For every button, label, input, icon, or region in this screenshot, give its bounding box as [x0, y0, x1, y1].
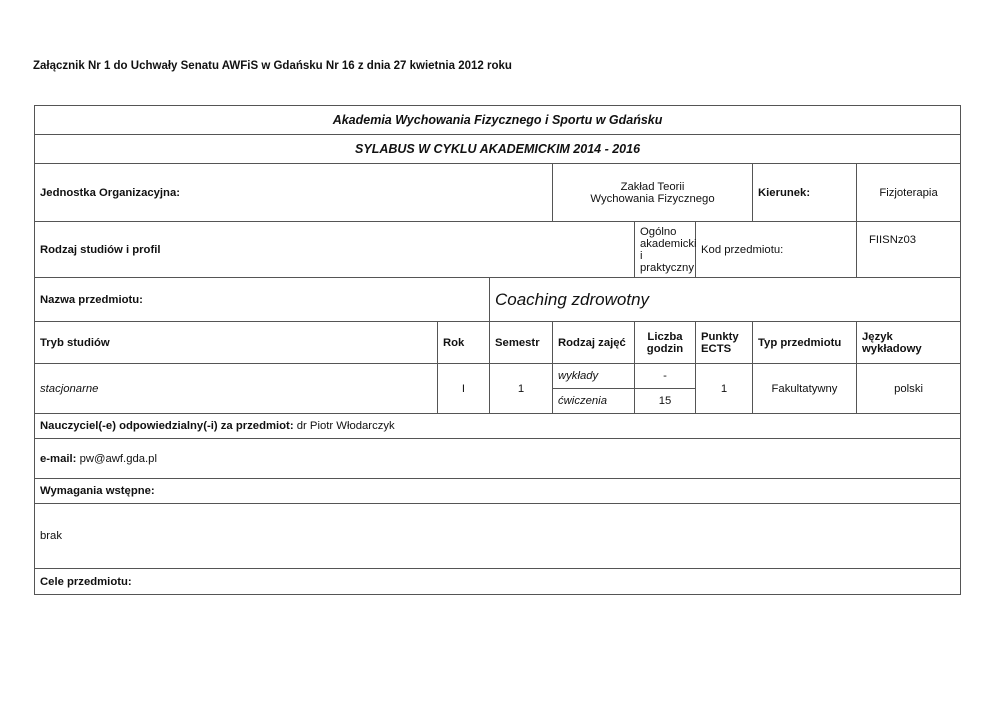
org-unit-row	[35, 164, 961, 222]
teacher-value: dr Piotr Włodarczyk	[296, 420, 395, 432]
prerequisites-value-row	[35, 504, 961, 569]
col-class-type: Rodzaj zajęć	[553, 322, 635, 364]
syllabus-table	[34, 105, 961, 595]
direction-label: Kierunek:	[753, 164, 857, 222]
study-type-label: Rodzaj studiów i profil	[35, 222, 635, 278]
course-code-value: FIISNz03	[857, 222, 961, 278]
course-details-row	[35, 364, 961, 389]
study-type-value	[635, 222, 696, 278]
email-cell	[35, 439, 961, 479]
col-year: Rok	[438, 322, 490, 364]
language-value: polski	[857, 364, 961, 414]
col-hours	[635, 322, 696, 364]
col-ects-line1: Punkty	[701, 330, 739, 343]
goals-row	[35, 569, 961, 595]
org-unit-value-line2: Wychowania Fizycznego	[590, 192, 715, 205]
col-mode: Tryb studiów	[35, 322, 438, 364]
study-type-line1: Ogólno	[640, 225, 677, 238]
email-value: pw@awf.gda.pl	[79, 452, 157, 465]
syllabus-title-row	[35, 135, 961, 164]
org-unit-label: Jednostka Organizacyjna:	[35, 164, 553, 222]
teacher-label: Nauczyciel(-e) odpowiedzialny(-i) za przedmiot:	[40, 420, 294, 432]
study-type-row	[35, 222, 961, 278]
prerequisites-label: Wymagania wstępne:	[35, 479, 961, 504]
syllabus-title: SYLABUS W CYKLU AKADEMICKIM 2014 - 2016	[35, 135, 961, 164]
course-name-row	[35, 278, 961, 322]
study-type-line3: praktyczny	[640, 261, 694, 274]
prerequisites-value: brak	[35, 504, 961, 569]
course-code-label: Kod przedmiotu:	[696, 222, 857, 278]
year-value: I	[438, 364, 490, 414]
direction-value: Fizjoterapia	[857, 164, 961, 222]
col-hours-line2: godzin	[646, 342, 684, 355]
org-unit-value	[553, 164, 753, 222]
study-mode-value: stacjonarne	[35, 364, 438, 414]
class-type-exercises: ćwiczenia	[553, 389, 635, 414]
ects-value: 1	[696, 364, 753, 414]
col-hours-line1: Liczba	[647, 330, 683, 343]
institution-row	[35, 106, 961, 135]
col-ects	[696, 322, 753, 364]
prerequisites-label-row	[35, 479, 961, 504]
email-label: e-mail:	[40, 452, 77, 465]
col-ects-line2: ECTS	[701, 342, 732, 355]
hours-exercises: 15	[635, 389, 696, 414]
study-type-line2: akademicki i	[640, 237, 697, 262]
course-name-value: Coaching zdrowotny	[490, 278, 961, 322]
teacher-cell	[35, 414, 961, 439]
col-semester: Semestr	[490, 322, 553, 364]
col-language: Język wykładowy	[857, 322, 961, 364]
course-name-label: Nazwa przedmiotu:	[35, 278, 490, 322]
institution-name: Akademia Wychowania Fizycznego i Sportu w Gdańsku	[35, 106, 961, 135]
teacher-row	[35, 414, 961, 439]
document-header-note: Załącznik Nr 1 do Uchwały Senatu AWFiS w Gdańsku Nr 16 z dnia 27 kwietnia 2012 roku	[33, 60, 512, 72]
hours-lectures: -	[635, 364, 696, 389]
org-unit-value-line1: Zakład Teorii	[620, 180, 685, 193]
goals-label: Cele przedmiotu:	[35, 569, 961, 595]
class-type-lectures: wykłady	[553, 364, 635, 389]
email-row	[35, 439, 961, 479]
col-course-type: Typ przedmiotu	[753, 322, 857, 364]
semester-value: 1	[490, 364, 553, 414]
course-type-value: Fakultatywny	[753, 364, 857, 414]
course-details-header-row	[35, 322, 961, 364]
